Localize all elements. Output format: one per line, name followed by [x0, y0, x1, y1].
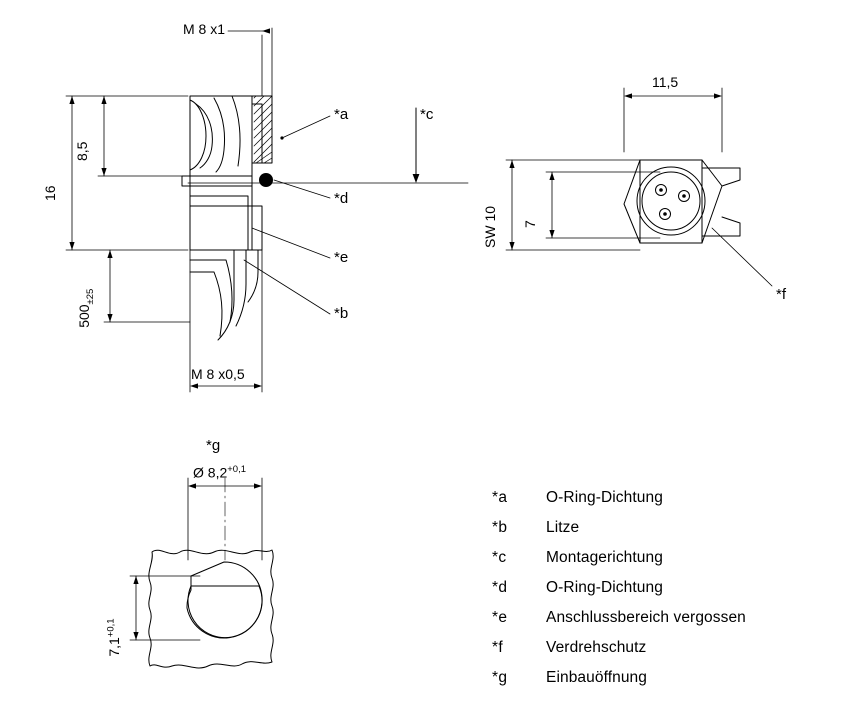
dim-across-flats: SW 10	[482, 205, 498, 248]
legend-item	[492, 519, 832, 549]
legend-key: *e	[492, 609, 508, 626]
callout-f: *f	[776, 286, 787, 303]
legend-key: *g	[492, 669, 508, 686]
dim-flats-7-1: $7,1^{+0,1}$	[105, 618, 122, 657]
legend-value: Litze	[546, 519, 580, 536]
dim-diameter-tolerance: +0,1	[227, 464, 247, 475]
legend-key: *b	[492, 519, 508, 536]
callout-d: *d	[334, 190, 349, 207]
panel-cutout-title: *g	[206, 437, 221, 454]
dim-thread-bottom: M 8 x0,5	[191, 366, 245, 382]
legend-item	[492, 549, 832, 579]
dim-height-8-5: 8,5	[74, 141, 90, 161]
legend-key: *d	[492, 579, 508, 596]
callout-a: *a	[334, 106, 349, 123]
legend-key: *a	[492, 489, 508, 506]
legend-item	[492, 489, 832, 519]
legend-value: Montagerichtung	[546, 549, 663, 566]
legend-value: Anschlussbereich vergossen	[546, 609, 746, 626]
dim-cable-tolerance: ±25	[85, 288, 96, 305]
legend-item	[492, 609, 832, 639]
legend-item	[492, 579, 832, 609]
dim-height-16: 16	[42, 185, 58, 201]
legend-value: O-Ring-Dichtung	[546, 579, 663, 596]
legend-value: Einbauöffnung	[546, 669, 647, 686]
dim-cable-length: $500_{\pm 25}$	[76, 288, 96, 328]
legend-value: O-Ring-Dichtung	[546, 489, 663, 506]
callout-b: *b	[334, 305, 349, 322]
dim-pin-spacing: 7	[522, 220, 538, 228]
legend-item	[492, 669, 832, 699]
dim-diameter-8-2: Ø $8,2^{+0,1}$	[193, 464, 247, 481]
dim-width-11-5: 11,5	[652, 74, 679, 90]
dim-thread-top: M 8 x1	[183, 21, 226, 37]
callout-e: *e	[334, 249, 349, 266]
legend-item	[492, 639, 832, 669]
dim-flats-tolerance: +0,1	[105, 618, 117, 638]
callout-c: *c	[420, 106, 434, 123]
legend-key: *c	[492, 549, 507, 566]
legend-value: Verdrehschutz	[546, 639, 647, 656]
legend	[492, 489, 832, 699]
legend-key: *f	[492, 639, 503, 656]
